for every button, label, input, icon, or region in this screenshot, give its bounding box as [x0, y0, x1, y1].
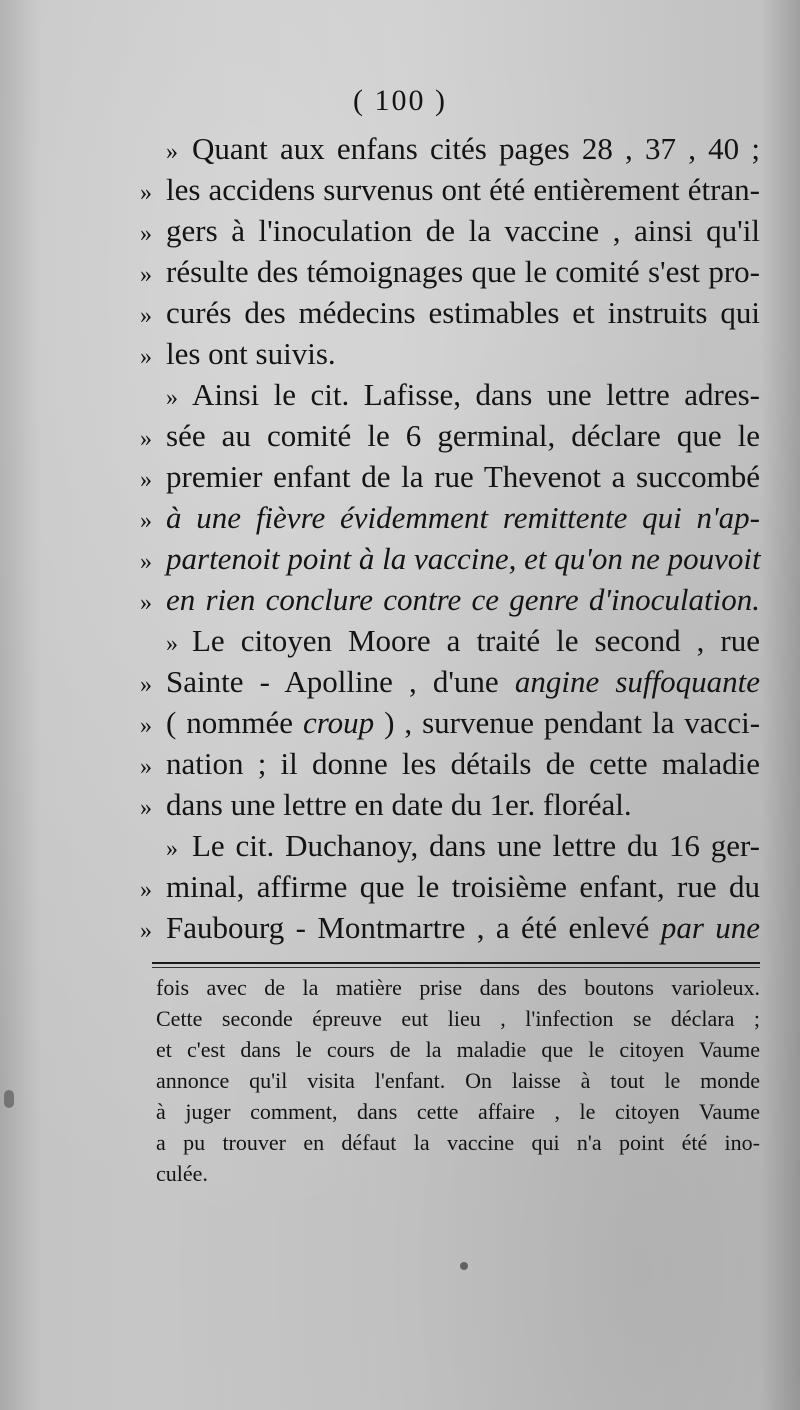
main-text: [140, 128, 760, 948]
line-text: Sainte - Apolline , d'une: [166, 664, 499, 699]
line-text: Le citoyen Moore a traité le second , rue: [192, 623, 760, 658]
guillemet-mark: »: [140, 344, 152, 370]
guillemet-mark: »: [140, 426, 152, 452]
line-text: partenoit point à la vaccine, et qu'on ne pouvoit: [166, 541, 761, 576]
footnote: [156, 972, 760, 1189]
text-line: [140, 292, 760, 333]
line-text: Ainsi le cit. Lafisse, dans une lettre adres-: [192, 377, 760, 412]
guillemet-mark: »: [140, 221, 152, 247]
line-text: à une fièvre évidemment remittente qui n'ap-: [166, 500, 760, 535]
text-line: [140, 579, 760, 620]
text-line: [140, 251, 760, 292]
guillemet-mark: »: [140, 877, 152, 903]
text-line: [140, 866, 760, 907]
line-text: nation ; il donne les détails de cette maladie: [166, 746, 760, 781]
text-line: [140, 620, 760, 661]
line-text: en rien conclure contre ce genre d'inoculation.: [166, 582, 760, 617]
footnote-line: à juger comment, dans cette affaire , le citoyen Vaume: [156, 1099, 760, 1124]
guillemet-mark: »: [140, 713, 152, 739]
guillemet-mark: »: [166, 385, 178, 411]
paper-speck: [460, 1262, 468, 1270]
footnote-rule-thin: [152, 967, 760, 968]
text-line: [140, 743, 760, 784]
footnote-line: culée.: [156, 1161, 208, 1186]
italic-phrase: par une: [660, 910, 761, 945]
guillemet-mark: »: [140, 590, 152, 616]
guillemet-mark: »: [140, 262, 152, 288]
footnote-line: a pu trouver en défaut la vaccine qui n'a point été ino-: [156, 1130, 760, 1155]
guillemet-mark: »: [140, 672, 152, 698]
guillemet-mark: »: [140, 918, 152, 944]
text-line: [140, 415, 760, 456]
guillemet-mark: »: [140, 508, 152, 534]
text-line: [140, 825, 760, 866]
text-line: [140, 374, 760, 415]
text-line: [140, 497, 760, 538]
line-text: sée au comité le 6 germinal, déclare que le: [166, 418, 760, 453]
footnote-line: annonce qu'il visita l'enfant. On laisse à tout le monde: [156, 1068, 760, 1093]
text-line: [140, 128, 760, 169]
line-text: Faubourg - Montmartre , a été enlevé: [166, 910, 650, 945]
guillemet-mark: »: [140, 467, 152, 493]
guillemet-mark: »: [140, 549, 152, 575]
line-text: résulte des témoignages que le comité s'est pro-: [166, 254, 760, 289]
text-line: [140, 661, 760, 702]
guillemet-mark: »: [140, 303, 152, 329]
text-line: [140, 333, 760, 374]
guillemet-mark: »: [140, 180, 152, 206]
footnote-line: fois avec de la matière prise dans des boutons varioleux.: [156, 975, 760, 1000]
text-line: [140, 907, 760, 948]
line-text: dans une lettre en date du 1er. floréal.: [166, 787, 632, 822]
text-line: [140, 169, 760, 210]
text-line: [140, 784, 760, 825]
paper-speck: [4, 1090, 14, 1108]
line-text: ( nommée: [166, 705, 294, 740]
line-text: minal, affirme que le troisième enfant, rue du: [166, 869, 760, 904]
footnote-rule: [152, 962, 760, 964]
text-line: [140, 538, 760, 579]
text-line: [140, 702, 760, 743]
guillemet-mark: »: [140, 795, 152, 821]
line-text: Quant aux enfans cités pages 28 , 37 , 40 ;: [192, 131, 760, 166]
page-number: ( 100 ): [353, 84, 447, 117]
line-text-rest: ) , survenue pendant la vacci-: [384, 705, 761, 740]
line-text: premier enfant de la rue Thevenot a succombé: [166, 459, 760, 494]
guillemet-mark: »: [166, 631, 178, 657]
guillemet-mark: »: [166, 139, 178, 165]
italic-phrase: angine suffoquante: [514, 664, 761, 699]
line-text: Le cit. Duchanoy, dans une lettre du 16 ger-: [192, 828, 760, 863]
guillemet-mark: »: [166, 836, 178, 862]
line-text: curés des médecins estimables et instruits qui: [166, 295, 760, 330]
text-line: [140, 456, 760, 497]
text-line: [140, 210, 760, 251]
line-text: les ont suivis.: [166, 336, 336, 371]
line-text: gers à l'inoculation de la vaccine , ainsi qu'il: [166, 213, 760, 248]
line-text: les accidens survenus ont été entièrement étran-: [166, 172, 760, 207]
footnote-line: et c'est dans le cours de la maladie que le citoyen Vaume: [156, 1037, 760, 1062]
footnote-line: Cette seconde épreuve eut lieu , l'infection se déclara ;: [156, 1006, 760, 1031]
italic-phrase: croup: [302, 705, 375, 740]
guillemet-mark: »: [140, 754, 152, 780]
